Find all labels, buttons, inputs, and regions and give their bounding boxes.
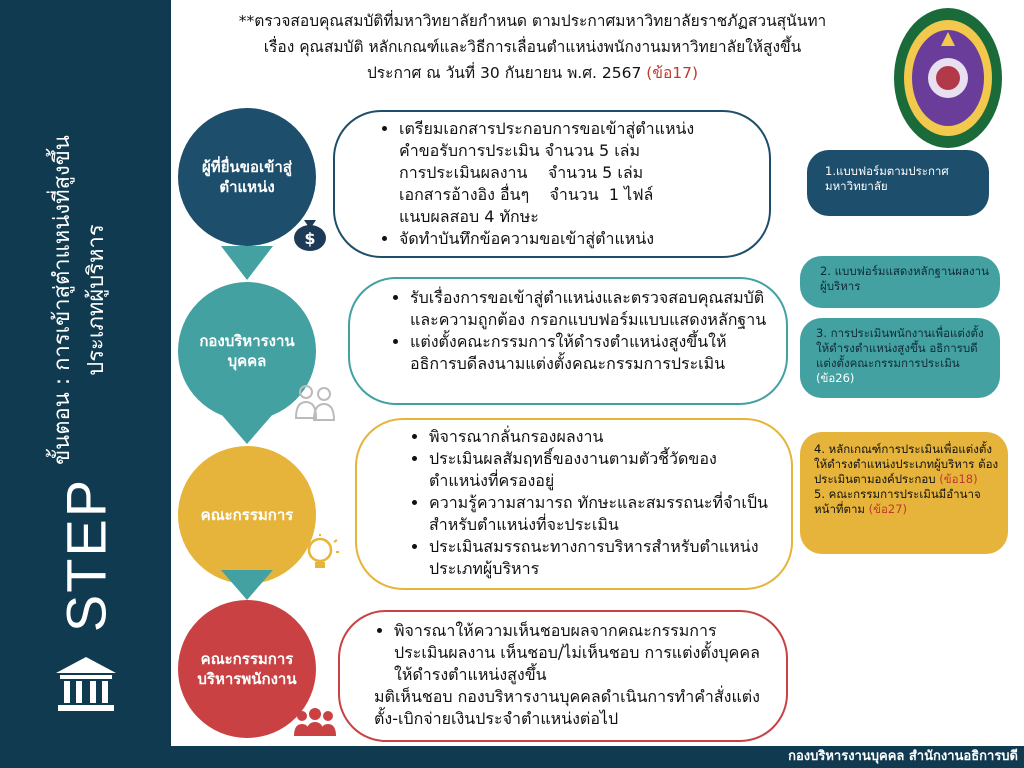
step3-bullet: • พิจารณากลั่นกรองผลงาน [429, 426, 773, 448]
step1-bullet [399, 118, 749, 228]
title-line3 [180, 60, 885, 86]
side-note-4b-text: 5. คณะกรรมการประเมินมีอำนาจหน้าที่ตาม [814, 487, 981, 516]
sidebar-title-line2: ประเภทผู้บริหาร [84, 224, 109, 376]
step1-label: ผู้ที่ยื่นขอเข้าสู่ตำแหน่ง [202, 158, 292, 196]
side-note-4 [800, 432, 1008, 554]
side-note-4b-ref: (ข้อ27) [868, 502, 908, 516]
svg-text:$: $ [304, 229, 316, 248]
step4-label: คณะกรรมการบริหารพนักงาน [197, 650, 297, 688]
step4-details [338, 610, 788, 742]
step1-sub-line: แนบผลสอบ 4 ทักษะ [399, 207, 539, 226]
arrow-down-icon [221, 570, 273, 600]
title-line3-text: ประกาศ ณ วันที่ 30 กันยายน พ.ศ. 2567 [366, 64, 642, 82]
side-note-4a-text: 4. หลักเกณฑ์การประเมินเพื่อแต่งตั้งให้ดำรงตำแหน่งประเภทผู้บริหาร ต้องประเมินตามองค์ประกอบ [814, 442, 999, 486]
footer [171, 746, 1024, 768]
lightbulb-icon [300, 532, 340, 576]
step1-bullet-text: เตรียมเอกสารประกอบการขอเข้าสู่ตำแหน่ง [399, 119, 695, 138]
page-title [180, 8, 885, 86]
title-line1: **ตรวจสอบคุณสมบัติที่มหาวิทยาลัยกำหนด ตามประกาศมหาวิทยาลัยราชภัฏสวนสุนันทา [238, 12, 827, 30]
step2-bullet: • รับเรื่องการขอเข้าสู่ตำแหน่งและตรวจสอบคุณสมบัติและความถูกต้อง กรอกแบบฟอร์มแบบแสดงหลักฐาน [410, 287, 768, 331]
side-note-1: 1.แบบฟอร์มตามประกาศมหาวิทยาลัย [807, 150, 989, 216]
step2-bullet: • แต่งตั้งคณะกรรมการให้ดำรงตำแหน่งสูงขึ้นให้อธิการบดีลงนามแต่งตั้งคณะกรรมการประเมิน [410, 331, 768, 375]
step1-details [333, 110, 771, 258]
group-icon [290, 706, 340, 736]
side-note-3-text: 3. การประเมินพนักงานเพื่อแต่งตั้งให้ดำรงตำแหน่งสูงขึ้น อธิการบดีแต่งตั้งคณะกรรมการประเมิน [816, 326, 984, 370]
step1-bullet: • จัดทำบันทึกข้อความขอเข้าสู่ตำแหน่ง [399, 228, 749, 250]
footer-text: กองบริหารงานบุคคล สำนักงานอธิการบดี [788, 749, 1018, 764]
step2-label: กองบริหารงานบุคคล [199, 332, 295, 370]
step1-sub-line: การประเมินผลงาน จำนวน 5 เล่ม [399, 163, 644, 182]
step4-extra: มติเห็นชอบ กองบริหารงานบุคคลดำเนินการทำคำสั่งแต่งตั้ง-เบิกจ่ายเงินประจำตำแหน่งต่อไป [374, 687, 760, 728]
people-icon [290, 382, 340, 422]
side-note-3 [800, 318, 1000, 398]
step3-circle [178, 446, 316, 584]
side-note-4b [814, 487, 1000, 517]
step3-bullet: • ความรู้ความสามารถ ทักษะและสมรรถนะที่จำเป็นสำหรับตำแหน่งที่จะประเมิน [429, 492, 773, 536]
step2-details [348, 277, 788, 405]
step4-bullet: • พิจารณาให้ความเห็นชอบผลจากคณะกรรมการประเมินผลงาน เห็นชอบ/ไม่เห็นชอบ การแต่งตั้งบุคคลให้ดำรงตำแหน่งสูงขึ้น [394, 620, 770, 686]
arrow-down-icon [221, 246, 273, 280]
side-note-4a-ref: (ข้อ18) [939, 472, 978, 486]
money-bag-icon [290, 212, 330, 252]
step3-label: คณะกรรมการ [200, 506, 294, 524]
sidebar-title-line1: ขั้นตอน : การเข้าสู่ตำแหน่งที่สูงขึ้น [50, 135, 75, 465]
step1-sub-line: เอกสารอ้างอิง อื่นๆ จำนวน 1 ไฟล์ [399, 185, 654, 204]
university-logo [893, 6, 1003, 150]
building-icon [54, 655, 118, 713]
step-label: STEP [54, 477, 118, 633]
title-reference: (ข้อ17) [646, 64, 699, 82]
side-note-2: 2. แบบฟอร์มแสดงหลักฐานผลงานผู้บริหาร [800, 256, 1000, 308]
arrow-down-icon [221, 414, 273, 444]
step3-details [355, 418, 793, 590]
step1-sub-line: คำขอรับการประเมิน จำนวน 5 เล่ม [399, 141, 641, 160]
side-note-4a [814, 442, 1000, 487]
step3-bullet: • ประเมินสมรรถนะทางการบริหารสำหรับตำแหน่งประเภทผู้บริหาร [429, 536, 773, 580]
sidebar [0, 0, 171, 768]
step3-bullet: • ประเมินผลสัมฤทธิ์ของงานตามตัวชี้วัดของตำแหน่งที่ครองอยู่ [429, 448, 773, 492]
side-note-3-ref: (ข้อ26) [816, 371, 855, 385]
title-line2: เรื่อง คุณสมบัติ หลักเกณฑ์และวิธีการเลื่อนตำแหน่งพนักงานมหาวิทยาลัยให้สูงขึ้น [263, 38, 802, 56]
